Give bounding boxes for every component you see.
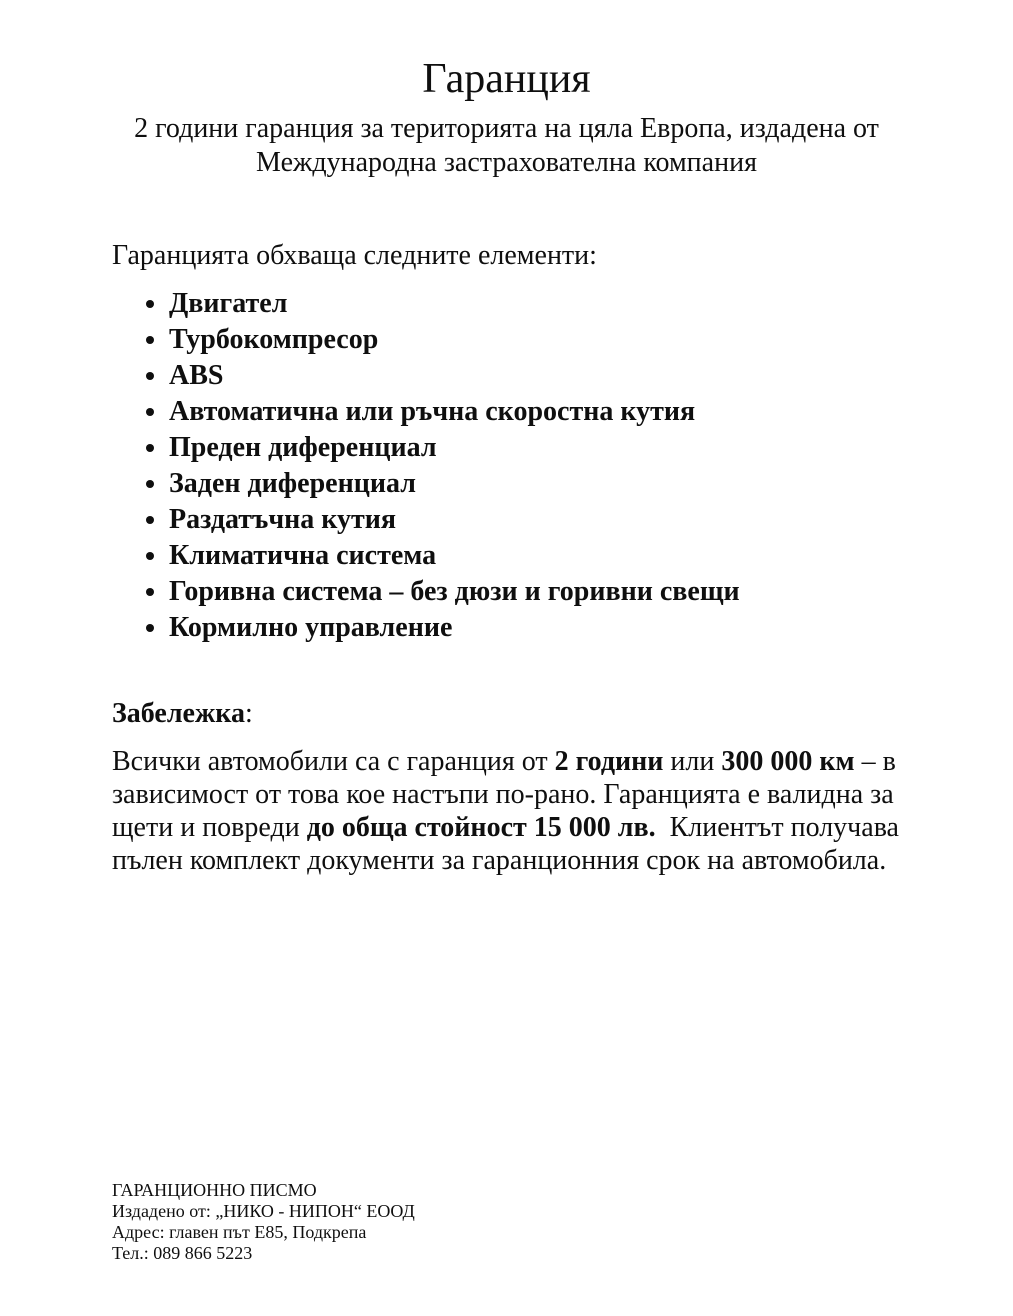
note-segment: или: [663, 746, 722, 777]
note-segment: – в зависимост от това кое настъпи по-рано. Гаранцията е валидна за щети и повреди: [112, 746, 903, 843]
document-title: Гаранция: [422, 56, 591, 102]
coverage-intro: Гаранцията обхваща следните елементи:: [112, 240, 597, 271]
coverage-item-gearbox: • Автоматична или ръчна скоростна кутия: [169, 394, 901, 430]
document-subtitle: 2 години гаранция за територията на цяла Европа, издадена от Международна застрахователна компания: [134, 113, 879, 178]
coverage-item-turbocharger: • Турбокомпресор: [169, 322, 901, 358]
coverage-item-climate-system: • Климатична система: [169, 538, 901, 574]
coverage-item-front-differential: • Преден диференциал: [169, 430, 901, 466]
coverage-item-abs: • ABS: [169, 358, 901, 394]
footer-line-issued-by: Издадено от: „НИКО - НИПОН“ ЕООД: [112, 1201, 415, 1221]
note-heading: [112, 697, 901, 731]
coverage-item-steering: • Кормилно управление: [169, 610, 901, 646]
coverage-item-transfer-case: • Раздатъчна кутия: [169, 502, 901, 538]
coverage-item-fuel-system: • Горивна система – без дюзи и горивни свещи: [169, 574, 901, 610]
note-heading-colon: :: [245, 698, 253, 729]
coverage-item-rear-differential: • Заден диференциал: [169, 466, 901, 502]
note-segment-bold-2-years: 2 години: [554, 746, 664, 777]
coverage-list: [112, 286, 901, 646]
footer-line-phone: Тел.: 089 866 5223: [112, 1243, 253, 1263]
note-segment: Всички автомобили са с гаранция от: [112, 746, 555, 777]
note-segment-bold-15000-lv: до обща стойност 15 000 лв.: [306, 812, 656, 843]
footer-line-address: Адрес: главен път Е85, Подкрепа: [112, 1222, 367, 1242]
footer-line-warranty-letter: ГАРАНЦИОННО ПИСМО: [112, 1180, 317, 1200]
footer: [112, 1180, 415, 1264]
coverage-item-engine: • Двигател: [169, 286, 901, 322]
note-heading-word: Забележка: [112, 698, 245, 729]
note-segment-bold-300000-km: 300 000 км: [721, 746, 855, 777]
note-segment: Клиентът получава пълен комплект документи за гаранционния срок на автомобила.: [112, 812, 906, 876]
note-paragraph: [112, 745, 906, 877]
